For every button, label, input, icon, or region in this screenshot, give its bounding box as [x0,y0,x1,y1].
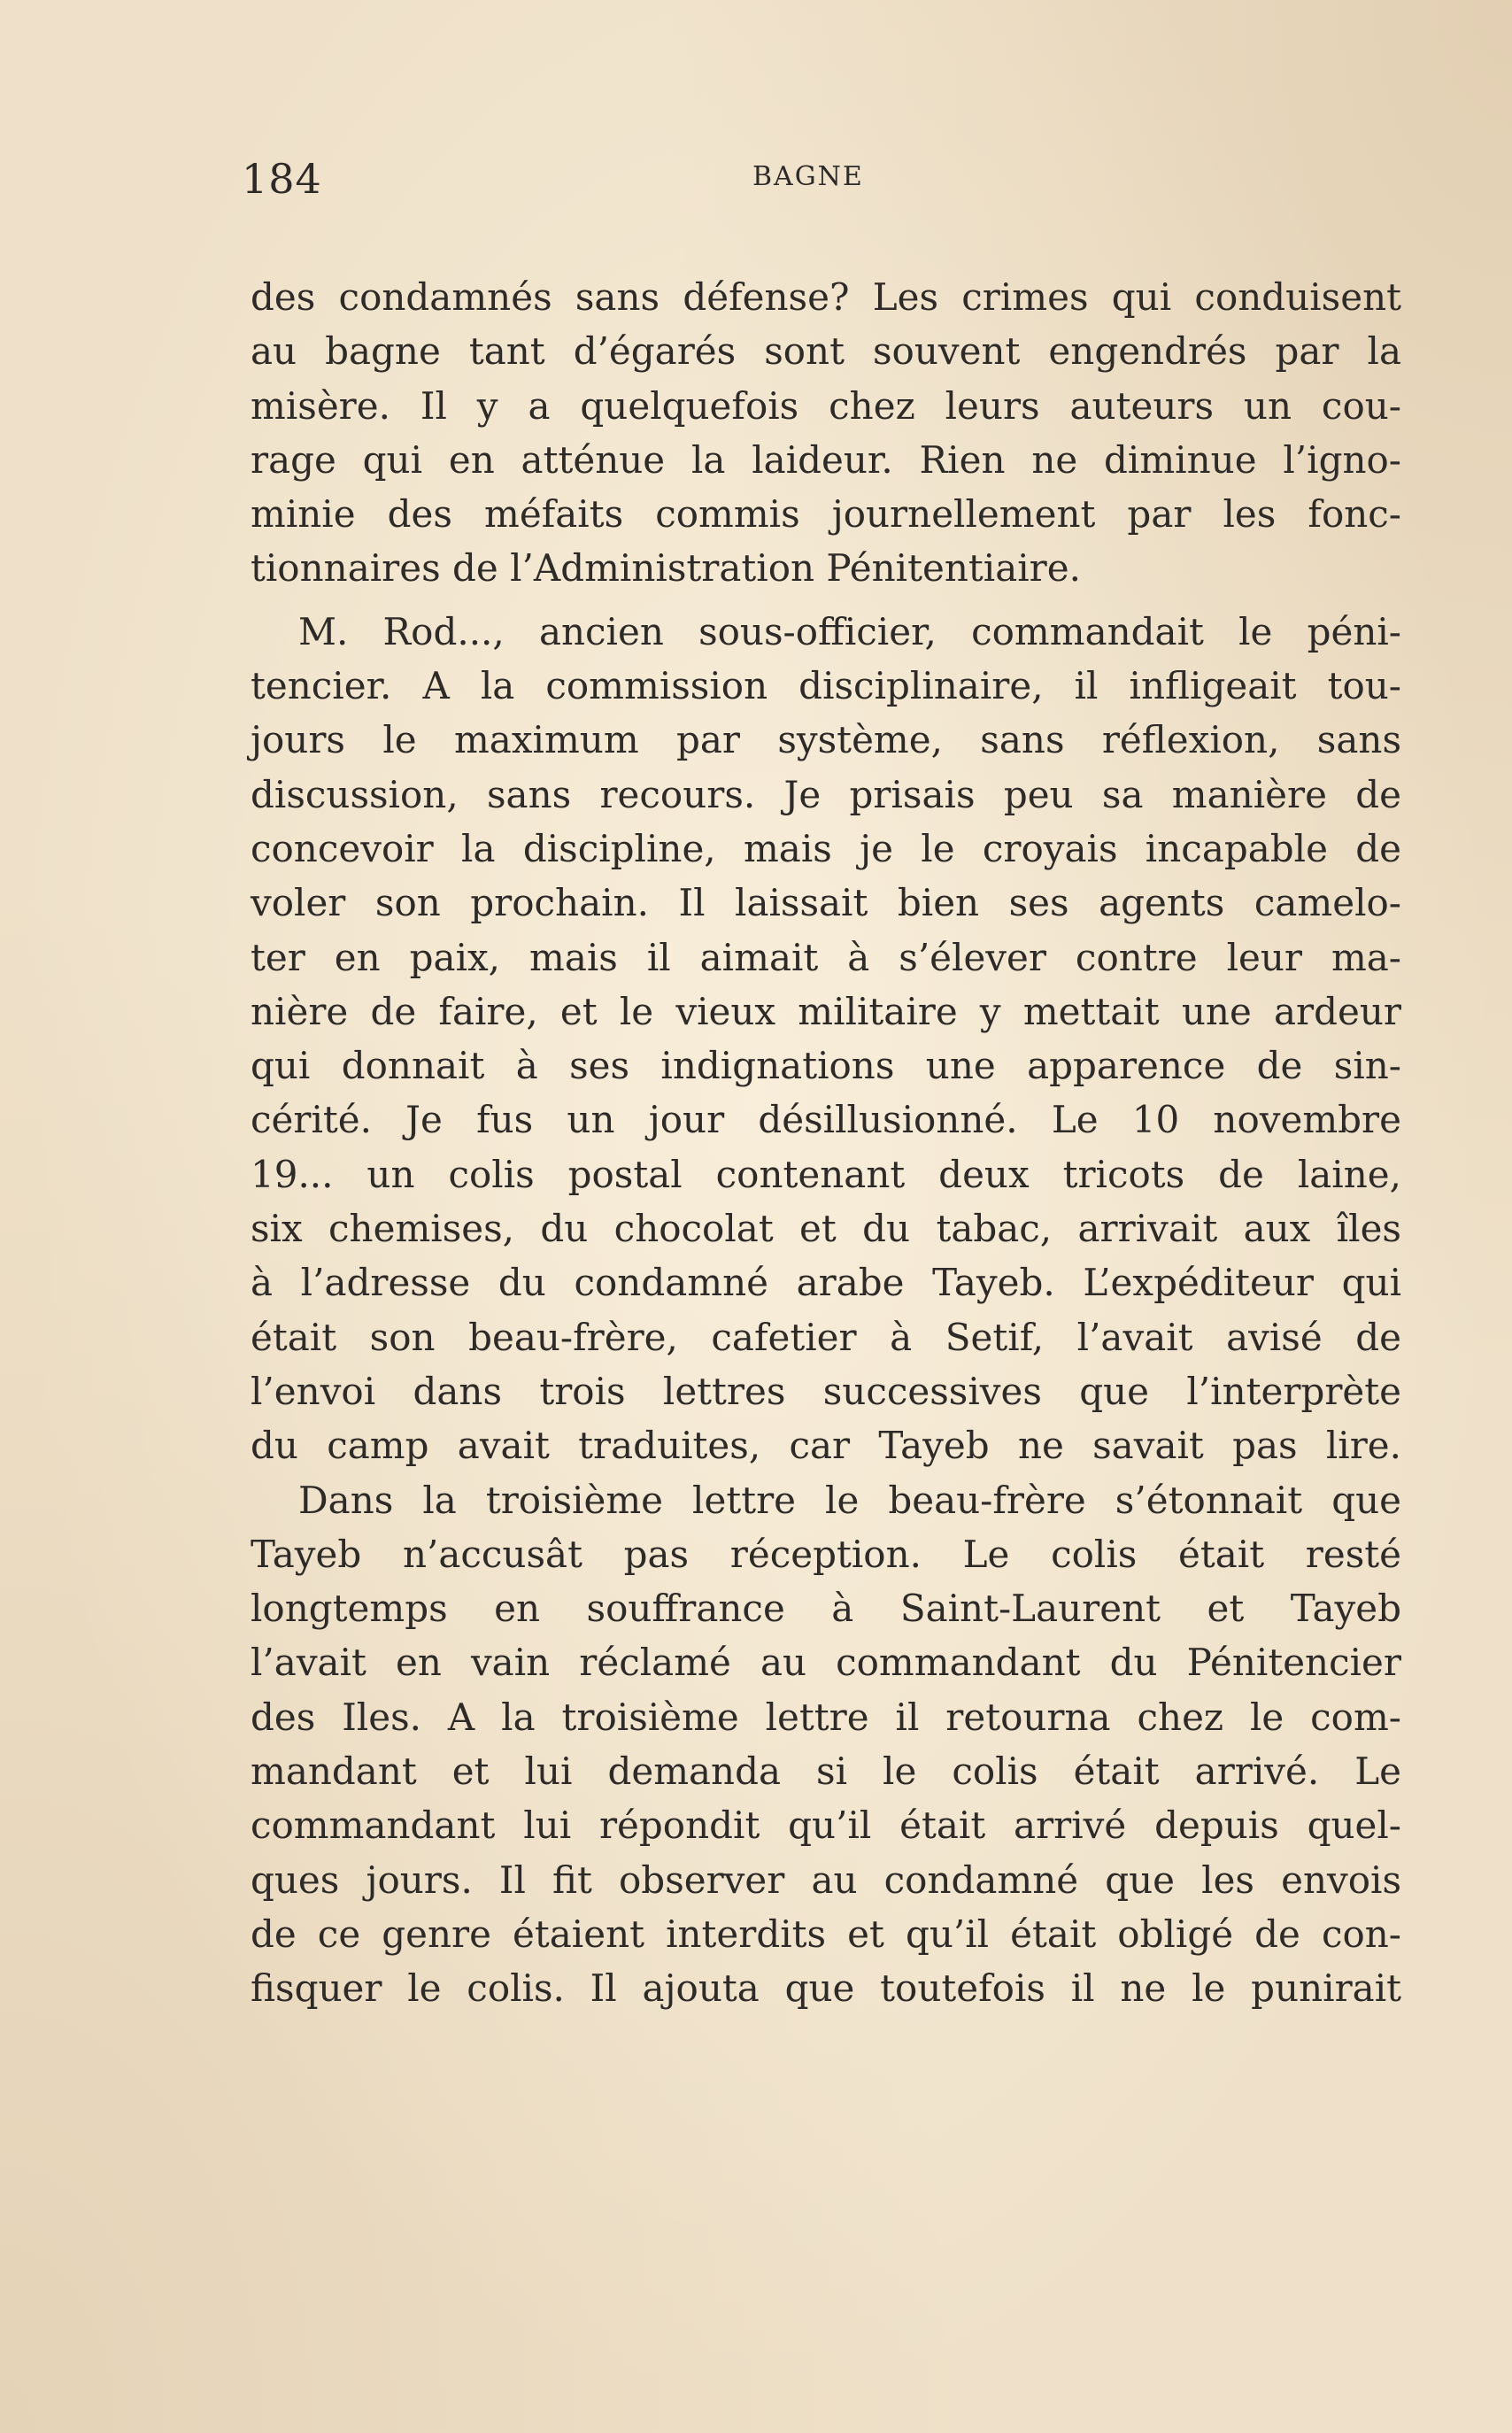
text-line: Dans la troisième lettre le beau-frère s’étonnait que [298,1478,1401,1522]
text-line: longtemps en souffrance à Saint-Laurent et Tayeb [251,1587,1401,1631]
text-line: de ce genre étaient interdits et qu’il était obligé de con- [251,1912,1401,1956]
paragraph [251,1473,1401,2016]
body-text [251,270,1401,2016]
text-line: misère. Il y a quelquefois chez leurs auteurs un cou- [251,383,1401,428]
text-line: fisquer le colis. Il ajouta que toutefois il ne le punirait [251,1966,1401,2011]
text-line: l’envoi dans trois lettres successives que l’interprète [251,1369,1401,1413]
text-line: rage qui en atténue la laideur. Rien ne diminue l’igno- [251,437,1401,482]
text-line: ter en paix, mais il aimait à s’élever contre leur ma- [251,935,1401,979]
text-line: ques jours. Il fit observer au condamné que les envois [251,1858,1401,1902]
text-line: l’avait en vain réclamé au commandant du Pénitencier [251,1641,1401,1685]
paragraph [251,270,1401,596]
text-line: six chemises, du chocolat et du tabac, arrivait aux îles [251,1207,1401,1251]
text-line: Tayeb n’accusât pas réception. Le colis était resté [251,1532,1401,1576]
text-line: nière de faire, et le vieux militaire y mettait une ardeur [251,989,1401,1033]
text-line: mandant et lui demanda si le colis était arrivé. Le [251,1749,1401,1794]
text-line: 19... un colis postal contenant deux tricots de laine, [251,1152,1401,1196]
text-line: des condamnés sans défense? Les crimes qui conduisent [251,275,1401,319]
text-line: cérité. Je fus un jour désillusionné. Le 10 novembre [251,1098,1401,1142]
text-line: tencier. A la commission disciplinaire, il infligeait tou- [251,664,1401,708]
text-line: M. Rod..., ancien sous-officier, commandait le péni- [298,609,1401,653]
text-line: était son beau-frère, cafetier à Setif, l’avait avisé de [251,1315,1401,1359]
running-title: BAGNE [752,161,864,192]
text-line: tionnaires de l’Administration Pénitentiaire. [251,546,1081,591]
text-line: des Iles. A la troisième lettre il retourna chez le com- [251,1695,1401,1739]
text-line: à l’adresse du condamné arabe Tayeb. L’expéditeur qui [251,1261,1401,1305]
text-line: au bagne tant d’égarés sont souvent engendrés par la [251,329,1401,374]
text-line: voler son prochain. Il laissait bien ses agents camelo- [251,881,1401,925]
text-line: concevoir la discipline, mais je le croyais incapable de [251,826,1401,870]
text-line: minie des méfaits commis journellement par les fonc- [251,492,1401,537]
page-number: 184 [242,155,322,203]
text-line: du camp avait traduites, car Tayeb ne savait pas lire. [251,1424,1401,1468]
paragraph [251,605,1401,1473]
text-line: jours le maximum par système, sans réflexion, sans [251,718,1401,762]
text-line: discussion, sans recours. Je prisais peu sa manière de [251,772,1401,816]
text-line: qui donnait à ses indignations une apparence de sin- [251,1044,1401,1088]
text-line: commandant lui répondit qu’il était arrivé depuis quel- [251,1804,1401,1848]
